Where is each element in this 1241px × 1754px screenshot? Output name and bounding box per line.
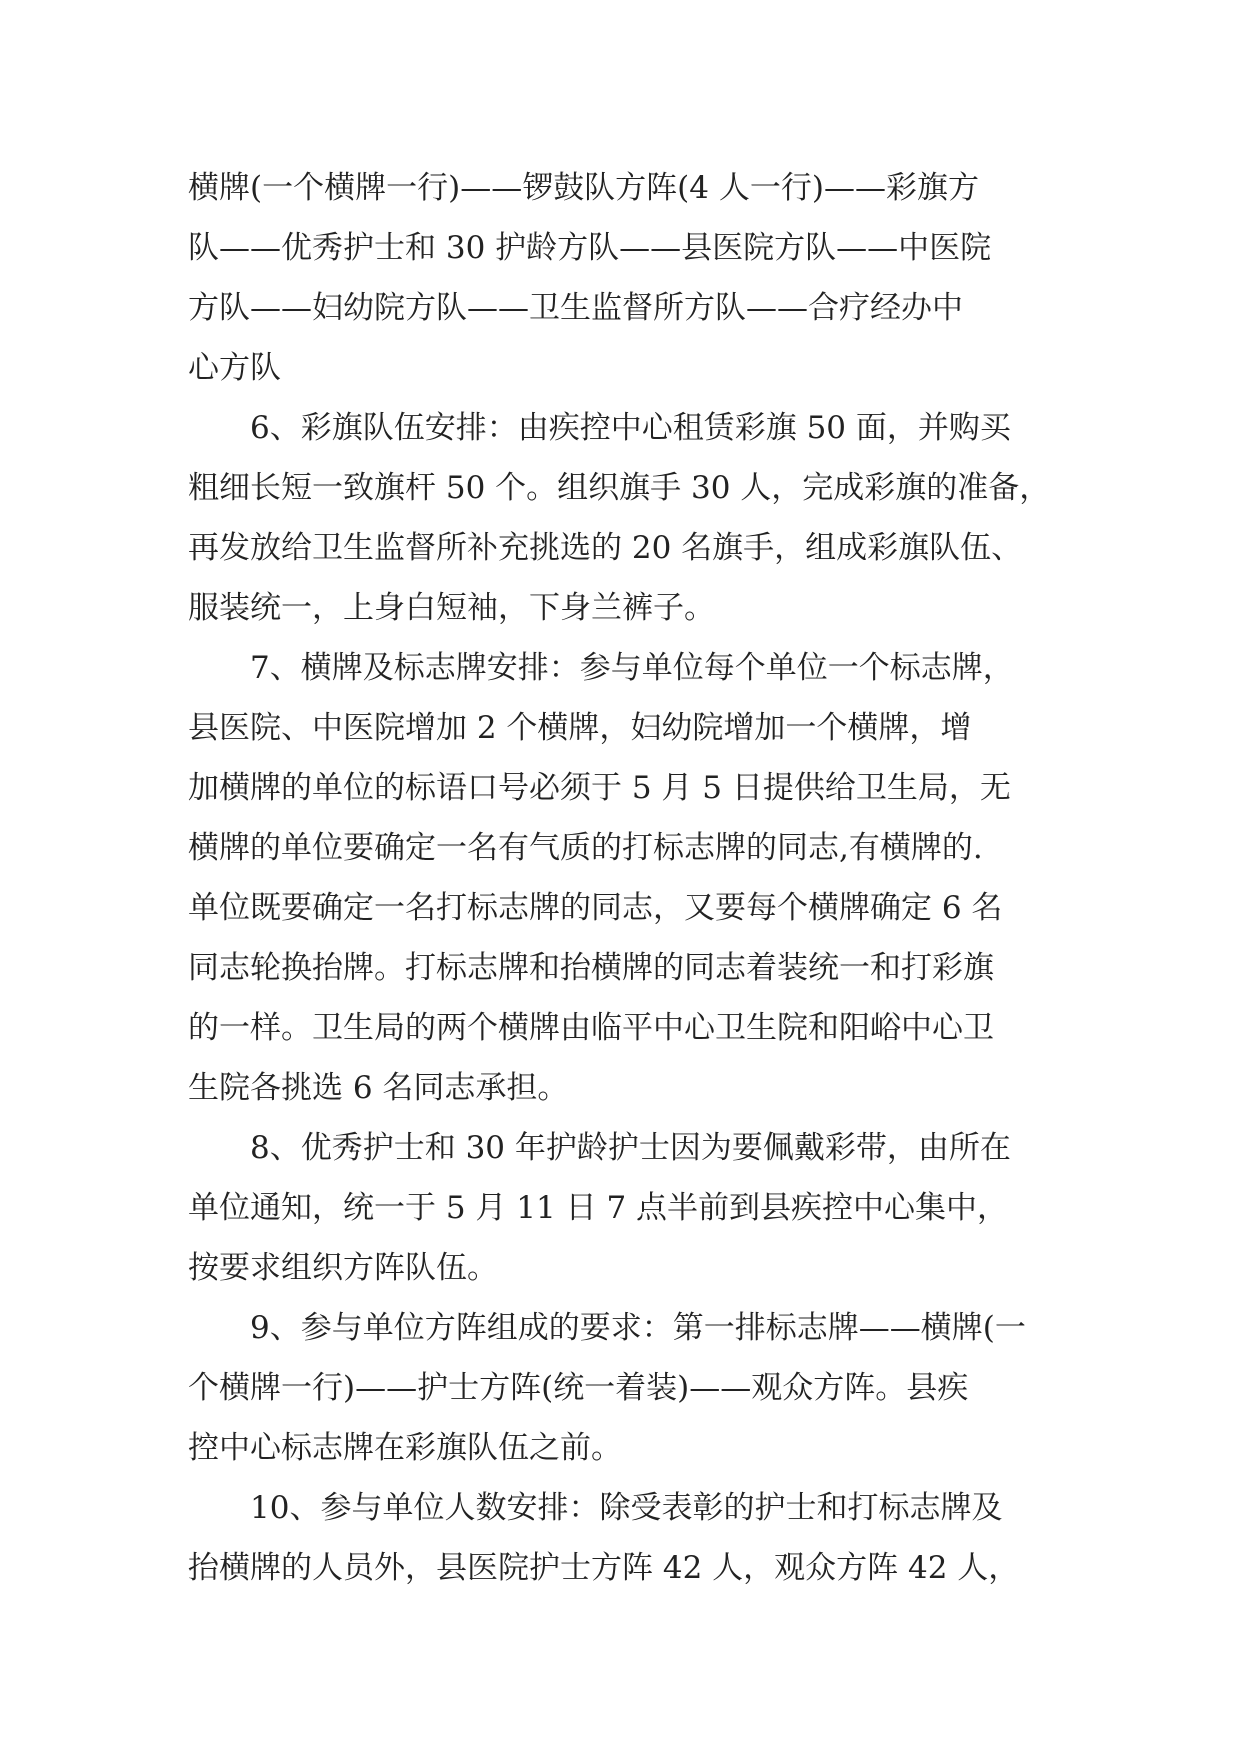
text-line: 抬横牌的人员外，县医院护士方阵 42 人，观众方阵 42 人， [188,1550,1020,1586]
text-line: 方队——妇幼院方队——卫生监督所方队——合疗经办中 [188,290,963,326]
text-line: 按要求组织方阵队伍。 [188,1250,498,1286]
text-line: 单位通知，统一于 5 月 11 日 7 点半前到县疾控中心集中， [188,1190,1009,1226]
text-line: 粗细长短一致旗杆 50 个。组织旗手 30 人，完成彩旗的准备， [188,470,1051,506]
text-line: 横牌(一个横牌一行)——锣鼓队方阵(4 人一行)——彩旗方 [188,170,979,206]
text-line: 的一样。卫生局的两个横牌由临平中心卫生院和阳峪中心卫 [188,1010,994,1046]
text-line: 队——优秀护士和 30 护龄方队——县医院方队——中医院 [188,230,992,266]
text-line: 加横牌的单位的标语口号必须于 5 月 5 日提供给卫生局，无 [188,770,1011,806]
text-line: 9、参与单位方阵组成的要求：第一排标志牌——横牌(一 [250,1310,1026,1346]
text-line: 横牌的单位要确定一名有气质的打标志牌的同志,有横牌的. [188,830,983,866]
text-line: 服装统一，上身白短袖，下身兰裤子。 [188,590,715,626]
text-line: 再发放给卫生监督所补充挑选的 20 名旗手，组成彩旗队伍、 [188,530,1023,566]
text-line: 生院各挑选 6 名同志承担。 [188,1070,569,1106]
text-line: 控中心标志牌在彩旗队伍之前。 [188,1430,622,1466]
text-line: 7、横牌及标志牌安排：参与单位每个单位一个标志牌， [250,650,1014,686]
text-line: 单位既要确定一名打标志牌的同志，又要每个横牌确定 6 名 [188,890,1003,926]
text-line: 6、彩旗队伍安排：由疾控中心租赁彩旗 50 面，并购买 [250,410,1011,446]
text-line: 个横牌一行)——护士方阵(统一着装)——观众方阵。县疾 [188,1370,969,1406]
text-line: 心方队 [188,350,281,386]
text-line: 8、优秀护士和 30 年护龄护士因为要佩戴彩带，由所在 [250,1130,1011,1166]
text-line: 10、参与单位人数安排：除受表彰的护士和打标志牌及 [250,1490,1003,1526]
text-line: 同志轮换抬牌。打标志牌和抬横牌的同志着装统一和打彩旗 [188,950,994,986]
text-line: 县医院、中医院增加 2 个横牌，妇幼院增加一个横牌，增 [188,710,972,746]
document-body [188,158,1068,1598]
